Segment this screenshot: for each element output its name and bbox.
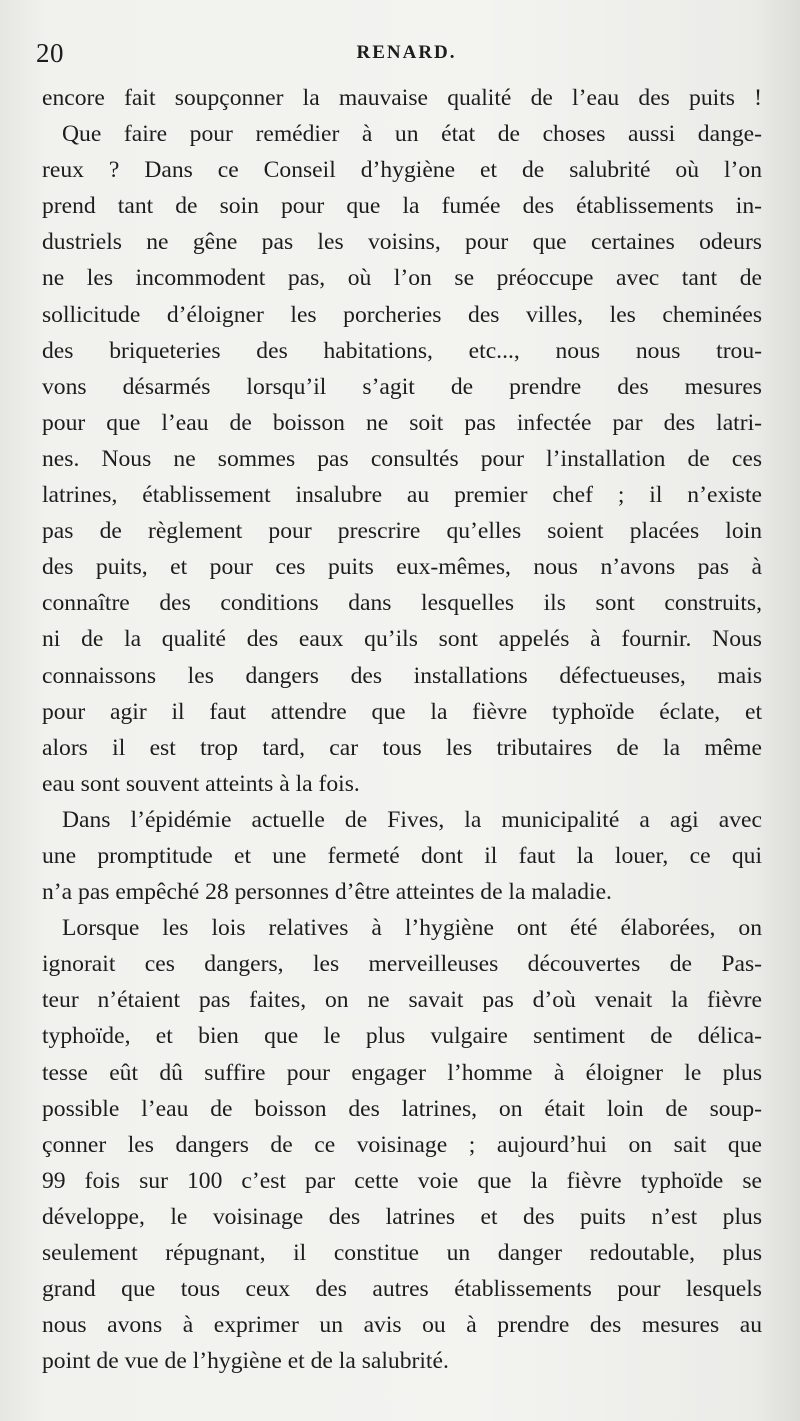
text-line: connaissons les dangers des installations défectueuses, mais [42, 662, 762, 689]
text-line: pour que l’eau de boisson ne soit pas infectée par des latri- [42, 409, 762, 436]
text-line: n’a pas empêché 28 personnes d’être atteintes de la maladie. [42, 879, 612, 906]
text-line: ne les incommodent pas, où l’on se préoccupe avec tant de [42, 265, 762, 292]
text-line: Dans l’épidémie actuelle de Fives, la municipalité a agi avec [62, 806, 762, 833]
text-line: seulement répugnant, il constitue un danger redoutable, plus [42, 1240, 762, 1266]
text-line: connaître des conditions dans lesquelles ils sont construits, [42, 590, 762, 617]
text-line: alors il est trop tard, car tous les tributaires de la même [42, 734, 762, 761]
text-line: Lorsque les lois relatives à l’hygiène ont été élaborées, on [62, 915, 762, 942]
text-line: ni de la qualité des eaux qu’ils sont appelés à fournir. Nous [42, 626, 762, 653]
text-line: Que faire pour remédier à un état de choses aussi dange- [62, 121, 762, 148]
text-line: reux ? Dans ce Conseil d’hygiène et de salubrité où l’on [42, 157, 762, 184]
body-text [42, 80, 762, 1379]
text-line: 99 fois sur 100 c’est par cette voie que la fièvre typhoïde se [42, 1167, 762, 1194]
text-line: des briqueteries des habitations, etc..., nous nous trou- [42, 337, 762, 364]
text-line: nes. Nous ne sommes pas consultés pour l’installation de ces [42, 445, 762, 472]
text-line: point de vue de l’hygiène et de la salubrité. [42, 1348, 449, 1375]
text-line: développe, le voisinage des latrines et des puits n’est plus [42, 1203, 762, 1230]
text-line: possible l’eau de boisson des latrines, on était loin de soup- [42, 1095, 762, 1122]
text-line: des puits, et pour ces puits eux-mêmes, nous n’avons pas à [42, 554, 762, 581]
text-line: nous avons à exprimer un avis ou à prendre des mesures au [42, 1312, 762, 1339]
text-line: tesse eût dû suffire pour engager l’homme à éloigner le plus [42, 1059, 762, 1086]
text-line: grand que tous ceux des autres établissements pour lesquels [42, 1276, 762, 1303]
running-head: RENARD. [356, 42, 457, 63]
text-line: teur n’étaient pas faites, on ne savait pas d’où venait la fièvre [42, 987, 762, 1014]
text-line: encore fait soupçonner la mauvaise qualité de l’eau des puits ! [42, 85, 762, 111]
page-number: 20 [36, 38, 64, 68]
text-line: prend tant de soin pour que la fumée des établissements in- [42, 193, 762, 220]
page-header [34, 36, 779, 76]
text-line: çonner les dangers de ce voisinage ; aujourd’hui on sait que [42, 1131, 762, 1158]
text-line: pas de règlement pour prescrire qu’elles soient placées loin [42, 518, 762, 545]
text-line: pour agir il faut attendre que la fièvre typhoïde éclate, et [42, 698, 762, 725]
text-line: eau sont souvent atteints à la fois. [42, 770, 360, 797]
text-line: ignorait ces dangers, les merveilleuses découvertes de Pas- [42, 951, 762, 978]
text-line: latrines, établissement insalubre au premier chef ; il n’existe [42, 482, 762, 509]
text-line: typhoïde, et bien que le plus vulgaire sentiment de délica- [42, 1023, 762, 1050]
text-line: une promptitude et une fermeté dont il faut la louer, ce qui [42, 842, 762, 869]
text-line: sollicitude d’éloigner les porcheries des villes, les cheminées [42, 301, 762, 328]
text-line: dustriels ne gêne pas les voisins, pour que certaines odeurs [42, 229, 762, 256]
text-line: vons désarmés lorsqu’il s’agit de prendre des mesures [42, 373, 762, 400]
